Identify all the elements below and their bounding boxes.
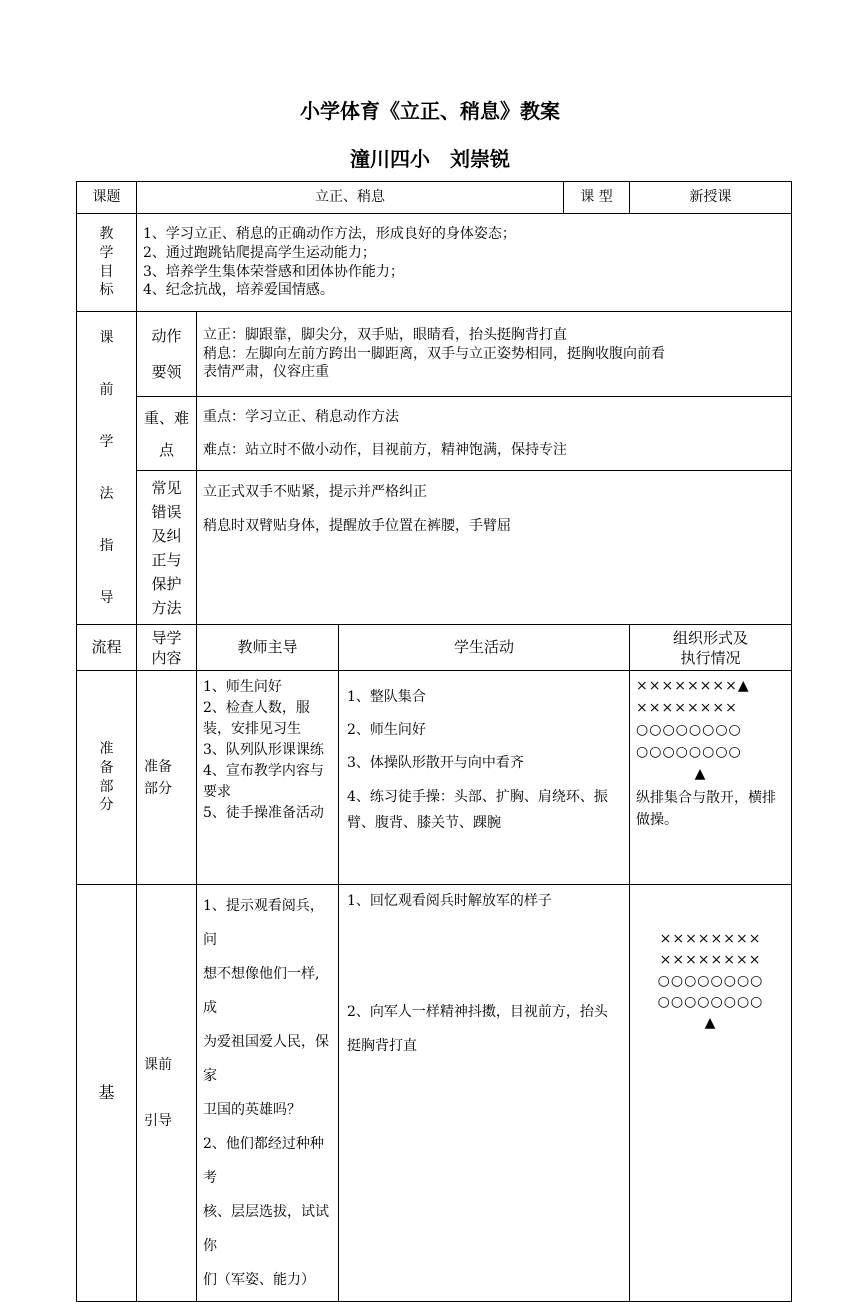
topic-label: 课题 [77,182,137,214]
errors-label: 常见 错误 及纠 正与 保护 方法 [137,471,197,625]
objective-item: 2、通过跑跳钻爬提高学生运动能力； [143,244,376,261]
guidance-label: 课 前 学 法 指 导 [77,312,137,625]
author-line: 潼川四小 刘崇锐 [350,147,510,171]
key-points-content: 重点：学习立正、稍息动作方法 难点：站立时不做小动作，目视前方，精神饱满，保持专注 [197,397,792,471]
prep-student: 1、整队集合 2、师生问好 3、体操队形散开与向中看齐 4、练习徒手操：头部、扩胸、肩绕环、振臂、腹背、膝关节、踝腕 [339,671,630,885]
objective-item: 3、培养学生集体荣誉感和团体协作能力； [143,263,404,280]
org-header: 组织形式及 执行情况 [630,625,792,671]
action-content: 立正：脚跟靠，脚尖分，双手贴，眼睛看，抬头挺胸背打直 稍息：左脚向左前方跨出一脚距离，双手与立正姿势相同，挺胸收腹向前看 表情严肃，仪容庄重 [197,312,792,397]
topic-value: 立正、稍息 [137,182,564,214]
action-label: 动作 要领 [137,312,197,397]
basic-student: 1、回忆观看阅兵时解放军的样子 2、向军人一样精神抖擞，目视前方，抬头挺胸背打直 [339,885,630,1302]
formation-diagram: ××××××××▲ ×××××××× ○○○○○○○○ ○○○○○○○○ ▲ [636,678,750,782]
formation-diagram: ×××××××× ×××××××× ○○○○○○○○ ○○○○○○○○ ▲ [657,931,764,1031]
action-row [77,312,792,397]
errors-row [77,471,792,625]
student-header: 学生活动 [339,625,630,671]
process-header-row [77,625,792,671]
prep-label: 准 备 部 分 [77,671,137,885]
formation-note: 纵排集合与散开，横排做操。 [636,790,777,828]
basic-row [77,885,792,1302]
basic-formation [630,885,792,1302]
lesson-plan-table [76,181,792,1302]
errors-content: 立正式双手不贴紧，提示并严格纠正 稍息时双臂贴身体，提醒放手位置在裤腰，手臂屈 [197,471,792,625]
objectives-label: 教 学 目 标 [77,214,137,312]
type-value: 新授课 [630,182,792,214]
objective-item: 1、学习立正、稍息的正确动作方法，形成良好的身体姿态； [143,225,516,242]
prep-formation [630,671,792,885]
prep-content: 准备 部分 [137,671,197,885]
prep-row [77,671,792,885]
type-label: 课 型 [564,182,630,214]
key-points-row [77,397,792,471]
objective-item: 4、纪念抗战，培养爱国情感。 [143,282,334,299]
guide-header: 导学 内容 [137,625,197,671]
key-points-label: 重、难 点 [137,397,197,471]
header-row [77,182,792,214]
flow-header: 流程 [77,625,137,671]
basic-label: 基 [77,885,137,1302]
prep-teacher: 1、师生问好 2、检查人数，服装，安排见习生 3、队列队形课课练 4、宣布教学内容与要求 5、徒手操准备活动 [197,671,339,885]
basic-teacher: 1、提示观看阅兵，问 想不想像他们一样,成 为爱祖国爱人民，保家 卫国的英雄吗？ 2、他们都经过种种考 核、层层选拔，试试你 们（军姿、能力） [197,885,339,1302]
objectives-row [77,214,792,312]
document-title: 小学体育《立正、稍息》教案 [300,99,560,123]
teacher-header: 教师主导 [197,625,339,671]
objectives-list [137,214,792,312]
basic-content: 课前 引导 [137,885,197,1302]
